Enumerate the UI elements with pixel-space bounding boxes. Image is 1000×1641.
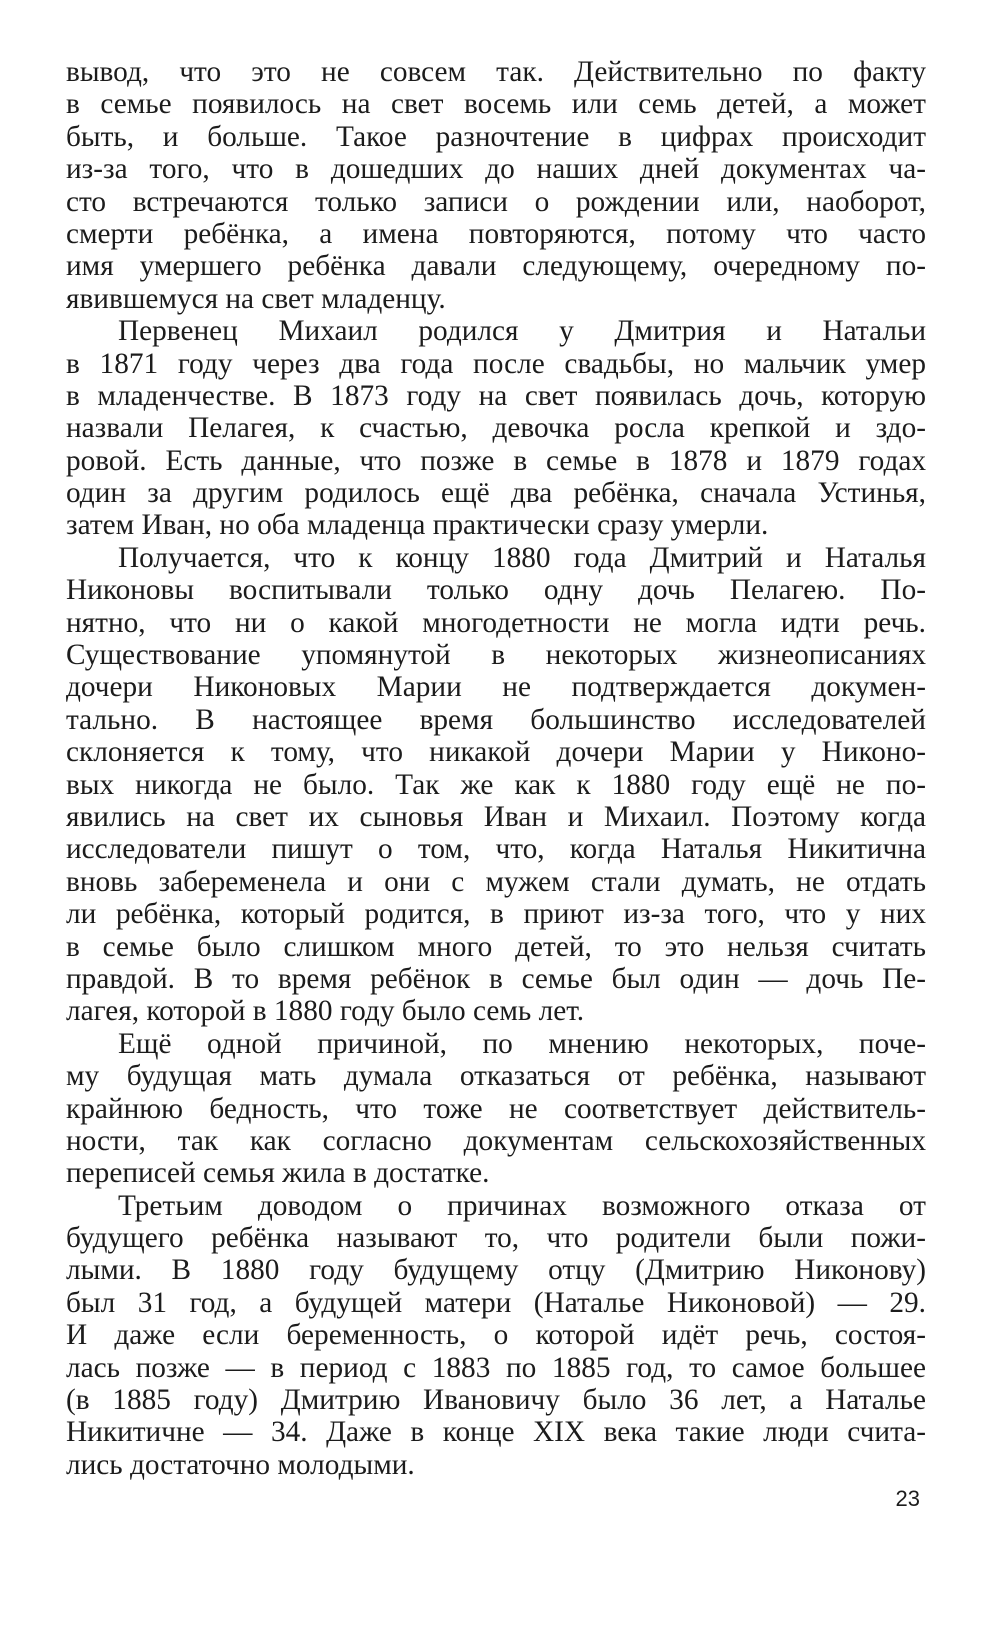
text-line: затем Иван, но оба младенца практически сразу умерли. (66, 509, 769, 542)
text-line: дочери Никоновых Марии не подтверждается докумен- (66, 671, 926, 704)
text-line: Никоновы воспитывали только одну дочь Пелагею. По- (66, 574, 926, 607)
text-line: исследователи пишут о том, что, когда Наталья Никитична (66, 833, 926, 866)
text-line: му будущая мать думала отказаться от ребёнка, называют (66, 1060, 926, 1093)
text-line: склоняется к тому, что никакой дочери Марии у Никоно- (66, 736, 926, 769)
text-line: будущего ребёнка называют то, что родители были пожи- (66, 1222, 926, 1255)
text-line: был 31 год, а будущей матери (Наталье Никоновой) — 29. (66, 1286, 926, 1319)
text-line: вновь забеременела и они с мужем стали думать, не отдать (66, 865, 926, 898)
text-line: ли ребёнка, который родится, в приют из-за того, что у них (66, 898, 926, 931)
text-line: из-за того, что в дошедших до наших дней документах ча- (66, 153, 926, 186)
text-line: переписей семья жила в достатке. (66, 1157, 490, 1190)
text-line: ности, так как согласно документам сельскохозяйственных (66, 1124, 926, 1157)
text-line: назвали Пелагея, к счастью, девочка росла крепкой и здо- (66, 412, 926, 445)
text-line: смерти ребёнка, а имена повторяются, потому что часто (66, 217, 926, 250)
text-line: И даже если беременность, о которой идёт речь, состоя- (66, 1319, 926, 1352)
text-line: лась позже — в период с 1883 по 1885 год, то самое большее (66, 1351, 926, 1384)
text-line: в 1871 году через два года после свадьбы, но мальчик умер (66, 347, 926, 380)
text-line: явились на свет их сыновья Иван и Михаил. Поэтому когда (66, 800, 926, 833)
text-line: правдой. В то время ребёнок в семье был один — дочь Пе- (66, 962, 926, 995)
text-line: ровой. Есть данные, что позже в семье в 1878 и 1879 годах (66, 444, 926, 477)
text-line: имя умершего ребёнка давали следующему, очередному по- (66, 250, 926, 283)
text-line: вывод, что это не совсем так. Действительно по факту (66, 56, 926, 88)
text-line: быть, и больше. Такое разночтение в цифрах происходит (66, 120, 926, 153)
text-line: Существование упомянутой в некоторых жизнеописаниях (66, 639, 926, 672)
text-line: лагея, которой в 1880 году было семь лет. (66, 995, 585, 1028)
text-line: один за другим родилось ещё два ребёнка, сначала Устинья, (66, 477, 926, 510)
text-line: в семье появилось на свет восемь или семь детей, а может (66, 88, 926, 121)
text-line: Третьим доводом о причинах возможного отказа от (118, 1189, 926, 1222)
text-line: тально. В настоящее время большинство исследователей (66, 703, 926, 736)
text-line: (в 1885 году) Дмитрию Ивановичу было 36 лет, а Наталье (66, 1384, 926, 1417)
text-line: лыми. В 1880 году будущему отцу (Дмитрию Никонову) (66, 1254, 926, 1287)
text-line: Никитичне — 34. Даже в конце XIX века такие люди счита- (66, 1416, 926, 1449)
text-line: в младенчестве. В 1873 году на свет появилась дочь, которую (66, 379, 926, 412)
text-line: вых никогда не было. Так же как к 1880 году ещё не по- (66, 768, 926, 801)
text-line: лись достаточно молодыми. (66, 1448, 415, 1481)
page-body (66, 56, 926, 1481)
text-line: Получается, что к концу 1880 года Дмитрий и Наталья (118, 541, 926, 574)
text-line: Первенец Михаил родился у Дмитрия и Натальи (118, 315, 926, 348)
text-line: сто встречаются только записи о рождении или, наоборот, (66, 185, 926, 218)
text-line: нятно, что ни о какой многодетности не могла идти речь. (66, 606, 926, 639)
text-line: крайнюю бедность, что тоже не соответствует действитель- (66, 1092, 926, 1125)
page-number: 23 (895, 1486, 920, 1511)
text-line: явившемуся на свет младенцу. (66, 282, 446, 315)
text-line: Ещё одной причиной, по мнению некоторых, поче- (118, 1027, 926, 1060)
text-line: в семье было слишком много детей, то это нельзя считать (66, 930, 926, 963)
